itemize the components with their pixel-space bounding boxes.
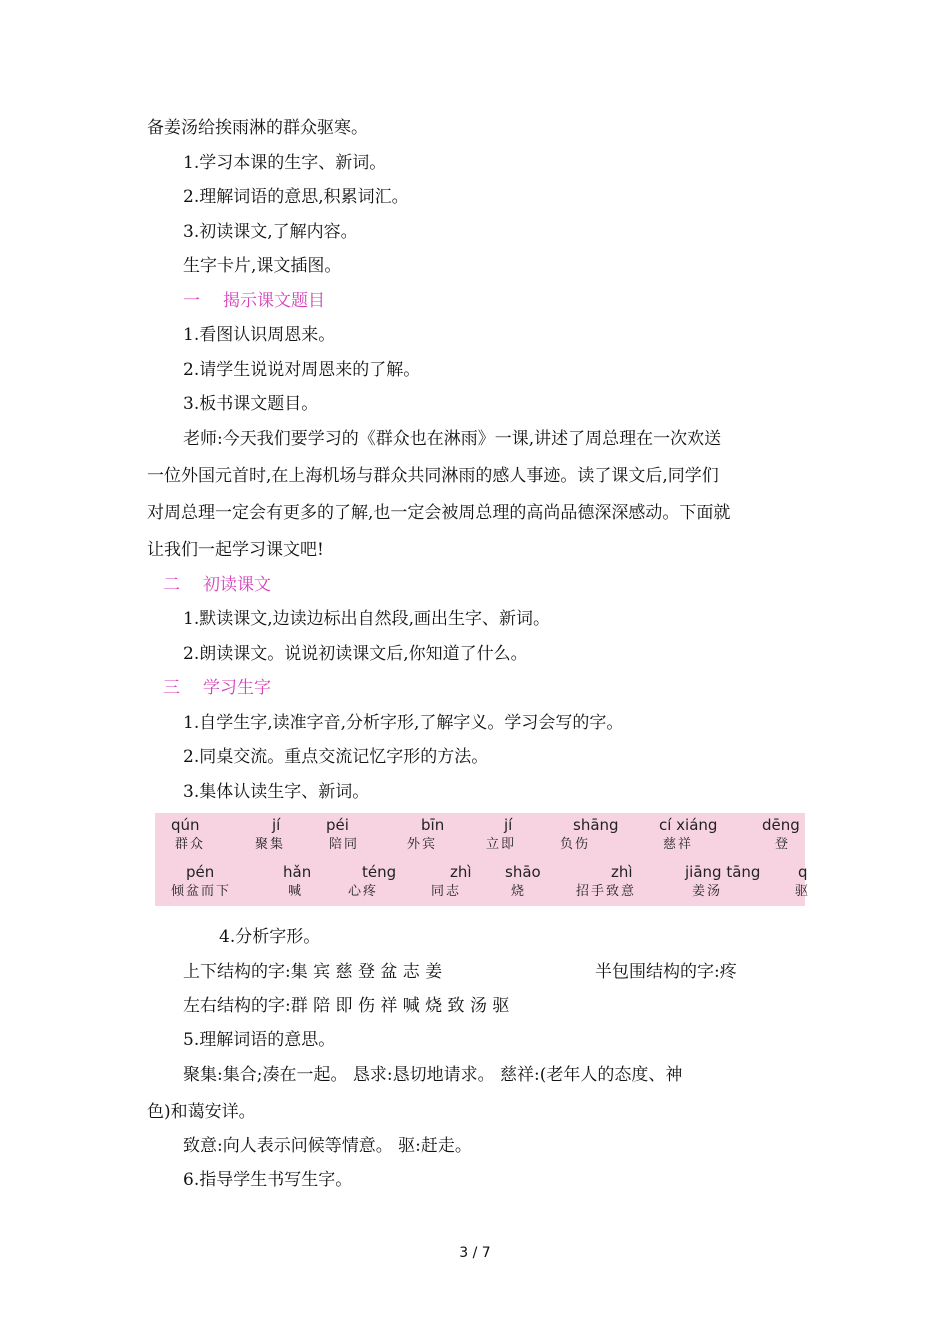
vocab-word: 聚集 <box>255 837 286 852</box>
line-22-right: 半包围结构的字:疼 <box>595 962 737 982</box>
vocab-pinyin: hǎn <box>283 863 312 881</box>
vocab-pinyin: shāng <box>573 816 619 834</box>
line-15: 1.默读课文,边读边标出自然段,画出生字、新词。 <box>183 609 551 629</box>
vocab-pinyin: jí <box>272 816 281 834</box>
vocab-pinyin: jiāng tāng <box>685 863 761 881</box>
heading-text: 初读课文 <box>203 575 271 595</box>
paragraph-line-3: 对周总理一定会有更多的了解,也一定会被周总理的高尚品德深深感动。下面就 <box>147 503 731 523</box>
vocab-pinyin: téng <box>362 863 397 881</box>
vocab-pinyin: jí <box>504 816 513 834</box>
vocab-word: 登 <box>775 837 791 852</box>
vocab-word: 立即 <box>486 837 517 852</box>
heading-text: 揭示课文题目 <box>223 291 325 311</box>
line-28: 6.指导学生书写生字。 <box>183 1170 353 1190</box>
line-3: 2.理解词语的意思,积累词汇。 <box>183 187 409 207</box>
line-7: 1.看图认识周恩来。 <box>183 325 336 345</box>
line-5: 生字卡片,课文插图。 <box>183 256 342 276</box>
heading-number: 三 <box>163 678 180 698</box>
section-heading-3 <box>163 677 271 699</box>
heading-number: 二 <box>163 575 180 595</box>
vocab-pinyin: qún <box>171 816 200 834</box>
vocab-word: 招手致意 <box>576 884 637 899</box>
line-21: 4.分析字形。 <box>219 927 321 947</box>
vocab-pinyin: zhì <box>611 863 633 881</box>
section-heading-1 <box>183 290 325 312</box>
line-23: 左右结构的字:群 陪 即 伤 祥 喊 烧 致 汤 驱 <box>183 996 510 1016</box>
heading-text: 学习生字 <box>203 678 271 698</box>
line-22-left: 上下结构的字:集 宾 慈 登 盆 志 姜 <box>183 962 443 982</box>
line-26: 色)和蔼安详。 <box>147 1102 256 1122</box>
vocab-pinyin: cí xiáng <box>659 816 718 834</box>
vocab-pinyin: pén <box>186 863 215 881</box>
section-heading-2 <box>163 574 271 596</box>
line-19: 2.同桌交流。重点交流记忆字形的方法。 <box>183 747 489 767</box>
paragraph-line-4: 让我们一起学习课文吧! <box>147 540 324 560</box>
line-18: 1.自学生字,读准字音,分析字形,了解字义。学习会写的字。 <box>183 713 624 733</box>
vocab-box <box>155 813 811 906</box>
page-number: 3 / 7 <box>459 1245 491 1261</box>
vocab-word: 驱 <box>795 884 811 899</box>
vocab-word: 外宾 <box>407 837 438 852</box>
heading-number: 一 <box>183 291 200 311</box>
line-4: 3.初读课文,了解内容。 <box>183 222 358 242</box>
paragraph-line-1: 老师:今天我们要学习的《群众也在淋雨》一课,讲述了周总理在一次欢送 <box>183 429 722 449</box>
line-27: 致意:向人表示问候等情意。 驱:赶走。 <box>183 1136 472 1156</box>
line-8: 2.请学生说说对周恩来的了解。 <box>183 360 421 380</box>
vocab-word: 同志 <box>431 884 462 899</box>
paragraph-line-2: 一位外国元首时,在上海机场与群众共同淋雨的感人事迹。读了课文后,同学们 <box>147 466 719 486</box>
line-9: 3.板书课文题目。 <box>183 394 319 414</box>
vocab-word: 群众 <box>175 837 206 852</box>
line-25: 聚集:集合;凑在一起。 恳求:恳切地请求。 慈祥:(老年人的态度、神 <box>183 1065 683 1085</box>
line-20: 3.集体认读生字、新词。 <box>183 782 370 802</box>
vocab-pinyin: dēng <box>762 816 800 834</box>
line-2: 1.学习本课的生字、新词。 <box>183 153 387 173</box>
vocab-pinyin: zhì <box>450 863 472 881</box>
line-16: 2.朗读课文。说说初读课文后,你知道了什么。 <box>183 644 528 664</box>
vocab-word: 负伤 <box>560 837 591 852</box>
line-24: 5.理解词语的意思。 <box>183 1030 336 1050</box>
vocab-word: 喊 <box>288 884 304 899</box>
line-1: 备姜汤给挨雨淋的群众驱寒。 <box>147 118 368 138</box>
vocab-pinyin: q <box>798 863 808 881</box>
vocab-word: 姜汤 <box>692 884 723 899</box>
vocab-word: 烧 <box>511 884 527 899</box>
vocab-word: 倾盆而下 <box>171 884 232 899</box>
vocab-word: 慈祥 <box>663 837 694 852</box>
vocab-pinyin: péi <box>326 816 349 834</box>
vocab-pinyin: shāo <box>505 863 541 881</box>
vocab-word: 陪同 <box>329 837 360 852</box>
vocab-word: 心疼 <box>348 884 379 899</box>
vocab-pinyin: bīn <box>421 816 445 834</box>
